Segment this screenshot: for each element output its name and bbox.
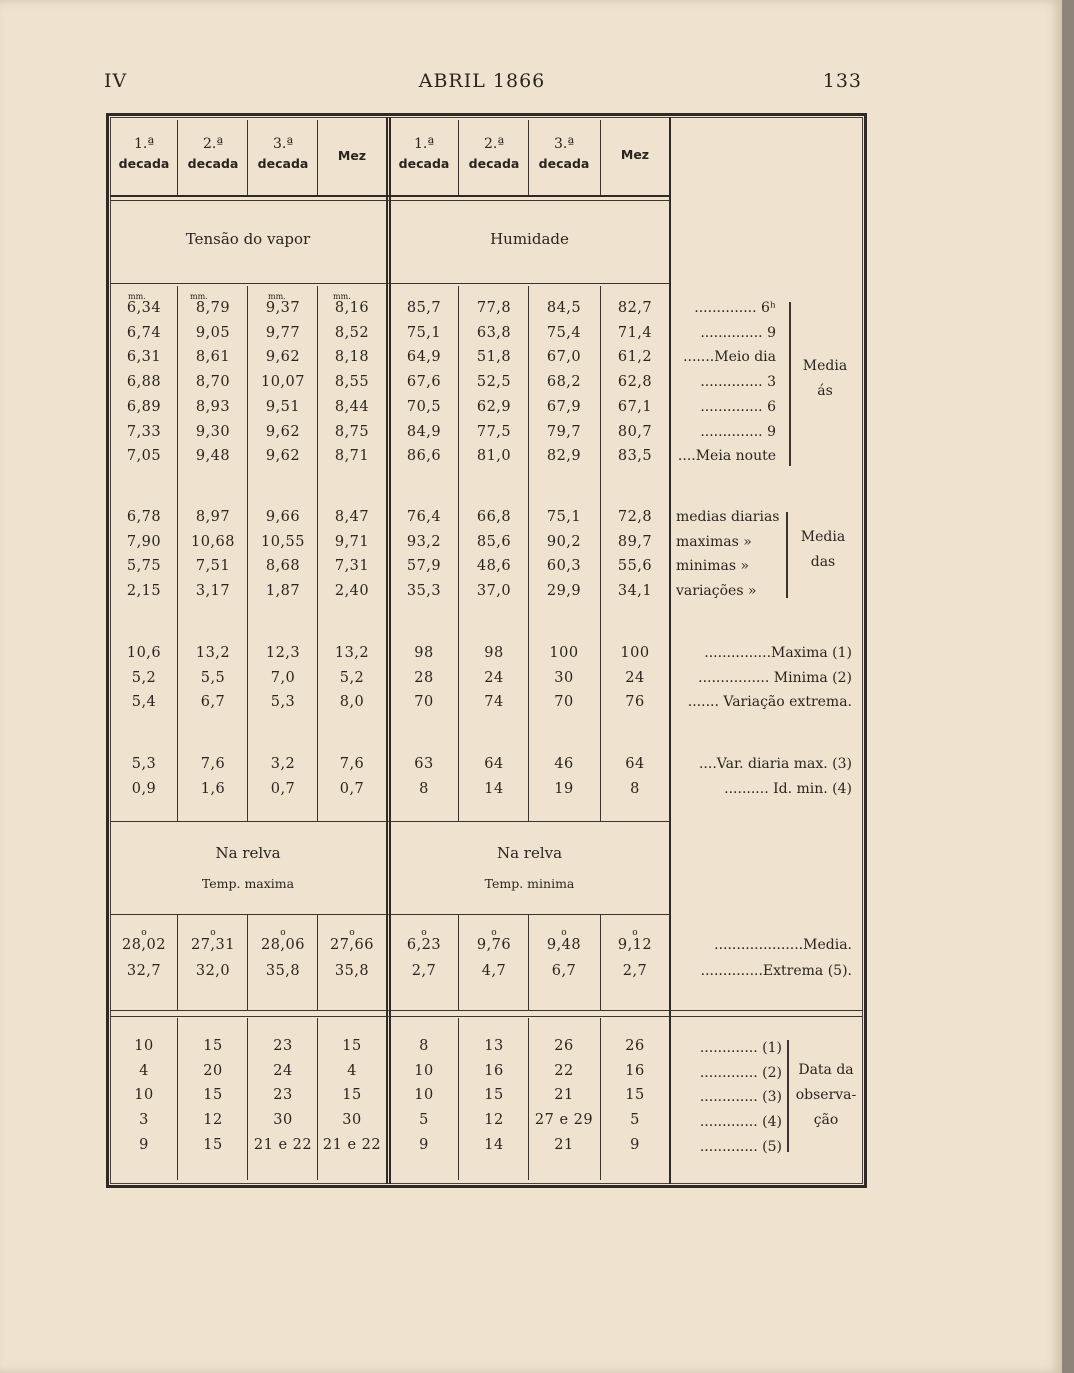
table-cell: 66,8 bbox=[476, 509, 512, 525]
table-cell: 15 bbox=[342, 1038, 362, 1054]
table-cell: 5 bbox=[419, 1112, 429, 1129]
table-cell: 9 bbox=[419, 1136, 429, 1153]
table-cell: 63 bbox=[414, 756, 434, 772]
table-cell: 21 bbox=[554, 1087, 574, 1104]
table-cell: 7,90 bbox=[126, 533, 162, 550]
table-cell: 7,51 bbox=[195, 558, 231, 575]
section-rule bbox=[110, 821, 669, 822]
table-cell: 30 bbox=[342, 1112, 362, 1129]
table-cell: 8,68 bbox=[265, 558, 301, 575]
col-header-dec1-right: 1.ª decada bbox=[398, 136, 450, 171]
table-cell: 6,78 bbox=[126, 509, 162, 525]
degree-mark: o bbox=[421, 928, 427, 938]
table-cell: 71,4 bbox=[617, 324, 653, 341]
table-cell: 15 bbox=[203, 1038, 223, 1054]
table-cell: 80,7 bbox=[617, 423, 653, 440]
table-cell: 89,7 bbox=[617, 533, 653, 550]
table-cell: 12 bbox=[203, 1112, 223, 1129]
table-cell: 9,66 bbox=[265, 509, 301, 525]
table-cell: 4 bbox=[139, 1062, 149, 1079]
col-header-dec3-left: 3.ª decada bbox=[257, 136, 309, 171]
col-rule bbox=[600, 286, 601, 821]
table-cell: 7,31 bbox=[334, 558, 370, 575]
table-cell: 75,4 bbox=[546, 324, 582, 341]
col-rule bbox=[528, 286, 529, 821]
row-label: ............. (4) bbox=[699, 1114, 782, 1131]
table-cell: 30 bbox=[554, 669, 574, 686]
row-label: maximas » bbox=[676, 533, 752, 550]
table-cell: 81,0 bbox=[476, 448, 512, 465]
degree-mark: o bbox=[141, 928, 147, 938]
section-rule bbox=[110, 914, 669, 915]
row-label: .............. 9 bbox=[700, 423, 776, 440]
table-cell: 9,76 bbox=[476, 937, 512, 953]
table-cell: 8,52 bbox=[334, 324, 370, 341]
relva-left-title: Na relva bbox=[215, 844, 281, 862]
relva-right-subtitle: Temp. minima bbox=[484, 876, 575, 891]
relva-left-subtitle: Temp. maxima bbox=[201, 876, 295, 891]
row-label: .............. 6ʰ bbox=[694, 300, 776, 316]
table-cell: 3,17 bbox=[195, 583, 231, 600]
table-cell: 2,7 bbox=[622, 963, 648, 979]
table-cell: 85,6 bbox=[476, 533, 512, 550]
degree-mark: o bbox=[491, 928, 497, 938]
table-cell: 8,97 bbox=[195, 509, 231, 525]
table-cell: 8,55 bbox=[334, 374, 370, 391]
table-cell: 23 bbox=[273, 1038, 293, 1054]
row-label: .............. 3 bbox=[700, 374, 776, 391]
table-cell: 13,2 bbox=[195, 645, 231, 661]
section-rule bbox=[110, 283, 669, 284]
header-rule bbox=[110, 195, 669, 197]
row-label: minimas » bbox=[676, 558, 750, 575]
degree-mark: o bbox=[349, 928, 355, 938]
table-cell: 29,9 bbox=[546, 583, 582, 600]
table-cell: 27 e 29 bbox=[534, 1112, 594, 1129]
table-cell: 55,6 bbox=[617, 558, 653, 575]
col-header-dec3-right: 3.ª decada bbox=[538, 136, 590, 171]
section-title-vapor: Tensão do vapor bbox=[185, 230, 311, 248]
table-cell: 5,3 bbox=[270, 694, 296, 711]
degree-mark: o bbox=[632, 928, 638, 938]
table-cell: 48,6 bbox=[476, 558, 512, 575]
table-cell: 14 bbox=[484, 780, 504, 797]
table-cell: 9,62 bbox=[265, 349, 301, 366]
table-cell: 35,8 bbox=[265, 963, 301, 979]
row-label: .............. 6 bbox=[700, 398, 776, 415]
table-cell: 79,7 bbox=[546, 423, 582, 440]
table-cell: 15 bbox=[203, 1136, 223, 1153]
row-label: .............. 9 bbox=[700, 324, 776, 341]
table-cell: 8,93 bbox=[195, 398, 231, 415]
row-label: ............. (2) bbox=[699, 1064, 782, 1081]
table-cell: 28 bbox=[414, 669, 434, 686]
table-cell: 3,2 bbox=[270, 756, 296, 772]
table-cell: 22 bbox=[554, 1062, 574, 1079]
table-cell: 57,9 bbox=[406, 558, 442, 575]
row-label: variações » bbox=[676, 583, 757, 600]
table-cell: 9 bbox=[630, 1136, 640, 1153]
table-cell: 26 bbox=[554, 1038, 574, 1054]
table-cell: 64 bbox=[484, 756, 504, 772]
table-cell: 15 bbox=[342, 1087, 362, 1104]
table-cell: 6,31 bbox=[126, 349, 162, 366]
section-title-humidade: Humidade bbox=[490, 230, 569, 248]
col-header-dec2-left: 2.ª decada bbox=[187, 136, 239, 171]
table-cell: 8,70 bbox=[195, 374, 231, 391]
table-cell: 8,75 bbox=[334, 423, 370, 440]
table-cell: 9,71 bbox=[334, 533, 370, 550]
table-cell: 2,7 bbox=[411, 963, 437, 979]
table-cell: 9,62 bbox=[265, 423, 301, 440]
table-cell: 8,71 bbox=[334, 448, 370, 465]
table-cell: 8,18 bbox=[334, 349, 370, 366]
table-cell: 9 bbox=[139, 1136, 149, 1153]
table-cell: 98 bbox=[414, 645, 434, 661]
table-cell: 0,7 bbox=[270, 780, 296, 797]
table-cell: 9,48 bbox=[546, 937, 582, 953]
relva-right-title: Na relva bbox=[496, 844, 563, 862]
col-header-mez-left: Mez bbox=[337, 148, 367, 163]
table-cell: 19 bbox=[554, 780, 574, 797]
table-cell: 67,9 bbox=[546, 398, 582, 415]
table-cell: 30 bbox=[273, 1112, 293, 1129]
table-cell: 5,2 bbox=[131, 669, 157, 686]
table-cell: 83,5 bbox=[617, 448, 653, 465]
table-cell: 10 bbox=[414, 1062, 434, 1079]
section-rule bbox=[110, 1010, 863, 1011]
table-cell: 82,9 bbox=[546, 448, 582, 465]
table-cell: 63,8 bbox=[476, 324, 512, 341]
table-cell: 68,2 bbox=[546, 374, 582, 391]
table-cell: 1,6 bbox=[200, 780, 226, 797]
table-cell: 9,48 bbox=[195, 448, 231, 465]
table-cell: 21 e 22 bbox=[253, 1136, 313, 1153]
table-cell: 16 bbox=[484, 1062, 504, 1079]
table-cell: 77,5 bbox=[476, 423, 512, 440]
table-cell: 24 bbox=[625, 669, 645, 686]
table-cell: 67,6 bbox=[406, 374, 442, 391]
table-cell: 52,5 bbox=[476, 374, 512, 391]
table-cell: 16 bbox=[625, 1062, 645, 1079]
col-header-mez-right: Mez bbox=[620, 147, 650, 162]
table-cell: 62,8 bbox=[617, 374, 653, 391]
degree-mark: o bbox=[561, 928, 567, 938]
table-cell: 32,0 bbox=[195, 963, 231, 979]
table-cell: 70 bbox=[414, 694, 434, 711]
table-cell: 4,7 bbox=[481, 963, 507, 979]
table-cell: 10,07 bbox=[260, 374, 305, 391]
table-cell: 90,2 bbox=[546, 533, 582, 550]
table-cell: 13 bbox=[484, 1038, 504, 1054]
table-cell: 9,05 bbox=[195, 324, 231, 341]
table-cell: 4 bbox=[347, 1062, 357, 1079]
degree-mark: o bbox=[210, 928, 216, 938]
table-cell: 9,62 bbox=[265, 448, 301, 465]
table-cell: 5,5 bbox=[200, 669, 226, 686]
table-cell: 9,37 bbox=[265, 300, 301, 316]
table-cell: 8,47 bbox=[334, 509, 370, 525]
table-cell: 60,3 bbox=[546, 558, 582, 575]
table-cell: 67,1 bbox=[617, 398, 653, 415]
table-cell: 12 bbox=[484, 1112, 504, 1129]
table-cell: 76 bbox=[625, 694, 645, 711]
table-cell: 62,9 bbox=[476, 398, 512, 415]
table-cell: 7,0 bbox=[270, 669, 296, 686]
table-cell: 32,7 bbox=[126, 963, 162, 979]
table-cell: 6,89 bbox=[126, 398, 162, 415]
table-cell: 7,33 bbox=[126, 423, 162, 440]
table-cell: 21 bbox=[554, 1136, 574, 1153]
table-cell: 37,0 bbox=[476, 583, 512, 600]
degree-mark: o bbox=[280, 928, 286, 938]
table-cell: 86,6 bbox=[406, 448, 442, 465]
table-cell: 9,12 bbox=[617, 937, 653, 953]
table-cell: 10 bbox=[134, 1087, 154, 1104]
table-cell: 100 bbox=[549, 645, 579, 661]
row-label: ..............Extrema (5). bbox=[700, 963, 852, 979]
table-cell: 2,15 bbox=[126, 583, 162, 600]
brace-media-as bbox=[789, 302, 791, 466]
page-number: 133 bbox=[822, 70, 862, 92]
unit-label: mm. bbox=[190, 292, 208, 301]
table-cell: 35,8 bbox=[334, 963, 370, 979]
table-cell: 8 bbox=[630, 780, 640, 797]
row-label: ....... Variação extrema. bbox=[687, 694, 852, 711]
row-label: .......Meio dia bbox=[683, 349, 776, 366]
unit-label: mm. bbox=[128, 292, 146, 301]
table-cell: 15 bbox=[203, 1087, 223, 1104]
table-cell: 8,0 bbox=[339, 694, 365, 711]
table-cell: 64,9 bbox=[406, 349, 442, 366]
table-cell: 6,88 bbox=[126, 374, 162, 391]
col-header-dec1-left: 1.ª decada bbox=[118, 136, 170, 171]
table-cell: 0,9 bbox=[131, 780, 157, 797]
table-cell: 1,87 bbox=[265, 583, 301, 600]
table-cell: 9,30 bbox=[195, 423, 231, 440]
table-cell: 51,8 bbox=[476, 349, 512, 366]
table-cell: 5,3 bbox=[131, 756, 157, 772]
unit-label: mm. bbox=[268, 292, 286, 301]
col-header-dec2-right: 2.ª decada bbox=[468, 136, 520, 171]
row-label: .......... Id. min. (4) bbox=[724, 780, 852, 797]
group-label-das: das bbox=[810, 554, 836, 570]
table-cell: 2,40 bbox=[334, 583, 370, 600]
col-rule bbox=[317, 286, 318, 821]
table-cell: 8,61 bbox=[195, 349, 231, 366]
table-cell: 77,8 bbox=[476, 300, 512, 316]
table-cell: 6,74 bbox=[126, 324, 162, 341]
table-cell: 7,6 bbox=[200, 756, 226, 772]
row-label: ....................Media. bbox=[714, 937, 852, 953]
table-cell: 72,8 bbox=[617, 509, 653, 525]
section-rule bbox=[110, 1016, 863, 1017]
group-label-media: Media bbox=[802, 358, 848, 374]
group-label-observa: observa- bbox=[795, 1087, 857, 1103]
table-cell: 28,06 bbox=[260, 937, 305, 953]
table-cell: 8 bbox=[419, 780, 429, 797]
table-cell: 84,5 bbox=[546, 300, 582, 316]
table-cell: 23 bbox=[273, 1087, 293, 1104]
col-rule bbox=[177, 286, 178, 821]
table-cell: 9,77 bbox=[265, 324, 301, 341]
table-cell: 28,02 bbox=[121, 937, 166, 953]
row-label: ............. (5) bbox=[699, 1138, 782, 1155]
row-label: ....Meia noute bbox=[677, 448, 776, 465]
table-cell: 13,2 bbox=[334, 645, 370, 661]
table-cell: 8,44 bbox=[334, 398, 370, 415]
table-cell: 14 bbox=[484, 1136, 504, 1153]
table-cell: 10,68 bbox=[190, 533, 235, 550]
table-cell: 8,16 bbox=[334, 300, 370, 316]
table-cell: 10 bbox=[134, 1038, 154, 1054]
page-edge bbox=[1062, 0, 1074, 1373]
table-cell: 6,7 bbox=[200, 694, 226, 711]
table-cell: 64 bbox=[625, 756, 645, 772]
table-cell: 75,1 bbox=[406, 324, 442, 341]
page-title: ABRIL 1866 bbox=[418, 70, 546, 92]
table-cell: 6,7 bbox=[551, 963, 577, 979]
table-cell: 76,4 bbox=[406, 509, 442, 525]
table-cell: 6,34 bbox=[126, 300, 162, 316]
table-cell: 82,7 bbox=[617, 300, 653, 316]
table-cell: 10,55 bbox=[260, 533, 305, 550]
group-label-cao: ção bbox=[813, 1112, 839, 1128]
row-label: medias diarias bbox=[676, 509, 780, 525]
table-cell: 8,79 bbox=[195, 300, 231, 316]
table-cell: 5,75 bbox=[126, 558, 162, 575]
table-cell: 20 bbox=[203, 1062, 223, 1079]
table-cell: 21 e 22 bbox=[322, 1136, 382, 1153]
table-cell: 27,66 bbox=[329, 937, 374, 953]
table-cell: 10 bbox=[414, 1087, 434, 1104]
table-cell: 93,2 bbox=[406, 533, 442, 550]
table-cell: 5,4 bbox=[131, 694, 157, 711]
table-cell: 100 bbox=[620, 645, 650, 661]
table-cell: 70 bbox=[554, 694, 574, 711]
table-cell: 84,9 bbox=[406, 423, 442, 440]
table-cell: 24 bbox=[484, 669, 504, 686]
table-cell: 7,05 bbox=[126, 448, 162, 465]
table-cell: 15 bbox=[484, 1087, 504, 1104]
table-cell: 67,0 bbox=[546, 349, 582, 366]
group-label-media-das: Media bbox=[800, 529, 846, 545]
row-label: ............. (1) bbox=[699, 1040, 782, 1056]
table-cell: 27,31 bbox=[190, 937, 235, 953]
brace-data-observacao bbox=[787, 1040, 789, 1152]
table-cell: 0,7 bbox=[339, 780, 365, 797]
table-cell: 75,1 bbox=[546, 509, 582, 525]
table-cell: 70,5 bbox=[406, 398, 442, 415]
table-cell: 5,2 bbox=[339, 669, 365, 686]
header-rule bbox=[110, 200, 669, 201]
brace-media-das bbox=[786, 512, 788, 598]
group-label-as: ás bbox=[817, 383, 833, 399]
table-cell: 24 bbox=[273, 1062, 293, 1079]
row-label: ....Var. diaria max. (3) bbox=[698, 756, 852, 772]
table-cell: 3 bbox=[139, 1112, 149, 1129]
row-label: ................ Minima (2) bbox=[698, 669, 852, 686]
table-cell: 26 bbox=[625, 1038, 645, 1054]
col-rule bbox=[247, 286, 248, 821]
table-cell: 15 bbox=[625, 1087, 645, 1104]
table-cell: 10,6 bbox=[126, 645, 162, 661]
table-cell: 5 bbox=[630, 1112, 640, 1129]
group-label-data-da: Data da bbox=[798, 1062, 854, 1078]
table-cell: 61,2 bbox=[617, 349, 653, 366]
table-cell: 98 bbox=[484, 645, 504, 661]
table-cell: 6,23 bbox=[406, 937, 442, 953]
table-cell: 46 bbox=[554, 756, 574, 772]
table-cell: 12,3 bbox=[265, 645, 301, 661]
unit-label: mm. bbox=[333, 292, 351, 301]
table-cell: 8 bbox=[419, 1038, 429, 1054]
section-number: IV bbox=[104, 70, 128, 92]
row-label: ............. (3) bbox=[699, 1089, 782, 1106]
table-cell: 74 bbox=[484, 694, 504, 711]
col-rule bbox=[458, 286, 459, 821]
row-label: ...............Maxima (1) bbox=[704, 645, 852, 661]
table-cell: 34,1 bbox=[617, 583, 653, 600]
table-cell: 9,51 bbox=[265, 398, 301, 415]
table-cell: 35,3 bbox=[406, 583, 442, 600]
table-cell: 85,7 bbox=[406, 300, 442, 316]
table-cell: 7,6 bbox=[339, 756, 365, 772]
